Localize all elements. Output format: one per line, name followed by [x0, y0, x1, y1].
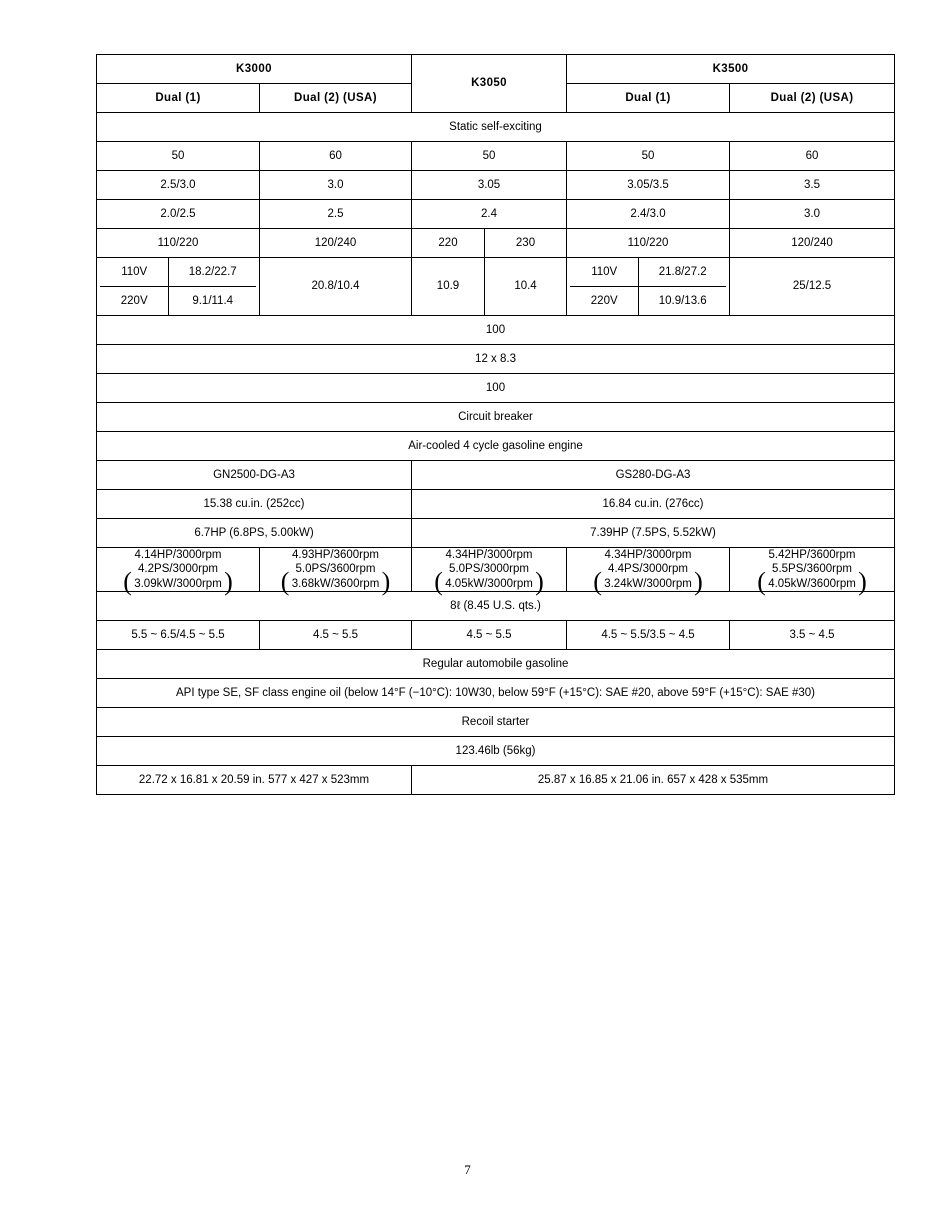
cell-fuel-consumption-k3500-dual2: 3.5 ~ 4.5 [730, 621, 895, 650]
rated-power-line1: 4.14HP/3000rpm [134, 549, 222, 561]
specification-sheet [96, 54, 894, 795]
rated-power-line2: 5.0PS/3000rpm [449, 563, 529, 576]
rated-power-line1: 4.93HP/3600rpm [292, 549, 379, 561]
cell-displacement-left: 15.38 cu.in. (252cc) [97, 490, 412, 519]
page-number: 7 [464, 1162, 471, 1177]
inner-split-k3000-dual1 [100, 258, 256, 315]
cell-insulation: 100 [97, 316, 895, 345]
table-row-max-output [97, 171, 895, 200]
left-paren-glyph: ( [280, 567, 290, 597]
header-k3500-dual2: Dual (2) (USA) [730, 84, 895, 113]
cell-max-output-k3000-dual2: 3.0 [260, 171, 412, 200]
cell-frequency-k3050: 50 [412, 142, 567, 171]
cell-frequency-k3000-dual1: 50 [97, 142, 260, 171]
cell-current-k3000-dual1 [97, 258, 260, 316]
header-k3500-dual1: Dual (1) [567, 84, 730, 113]
table-row-current [97, 258, 895, 316]
cell-engine-oil [97, 679, 895, 708]
rated-power-paren-group [593, 562, 703, 597]
table-row-rated-power [97, 548, 895, 592]
cell-rated-power-k3500-dual2 [730, 548, 895, 597]
table-row-insulation [97, 316, 895, 345]
cell-current-k3500-dual1 [567, 258, 730, 316]
cell-starting-system: Recoil starter [97, 708, 895, 737]
table-row-fuel-consumption [97, 621, 895, 650]
cell-dimensions-left [97, 766, 412, 795]
table-row-fuel-tank [97, 592, 895, 621]
right-paren-glyph: ) [224, 567, 233, 597]
value-220v-k3000: 9.1/11.4 [192, 294, 234, 307]
cell-fuel-consumption-k3050: 4.5 ~ 5.5 [412, 621, 567, 650]
cell-engine-model-right: GS280-DG-A3 [412, 461, 895, 490]
rated-power-line3: 4.05kW/3000rpm [445, 577, 533, 590]
rated-power-paren-group [434, 562, 544, 597]
specifications-table [96, 54, 895, 795]
inner-row-220v [570, 287, 726, 316]
cell-max-output-k3050: 3.05 [412, 171, 567, 200]
left-paren-glyph: ( [123, 567, 132, 597]
cell-fuel-type: Regular automobile gasoline [97, 650, 895, 679]
cell-max-power-left: 6.7HP (6.8PS, 5.00kW) [97, 519, 412, 548]
cell-rated-power-k3500-dual1 [567, 548, 730, 597]
table-row-dimensions [97, 766, 895, 795]
cell-voltage-k3500-dual1: 110/220 [567, 229, 730, 258]
rated-power-line1: 4.34HP/3000rpm [445, 549, 533, 561]
rated-power-line1: 5.42HP/3600rpm [768, 549, 856, 561]
cell-fuel-tank-capacity: 8ℓ (8.45 U.S. qts.) [97, 592, 895, 621]
label-220v-k3500: 220V [570, 287, 639, 316]
table-row-max-power [97, 519, 895, 548]
cell-voltage-k3000-dual1: 110/220 [97, 229, 260, 258]
inner-row-110v [100, 258, 256, 287]
cell-current-k3500-dual2: 25/12.5 [730, 258, 895, 316]
cell-duty: 100 [97, 374, 895, 403]
inner-row-110v [570, 258, 726, 287]
left-paren-glyph: ( [434, 567, 443, 597]
rated-power-paren-group [123, 562, 233, 597]
dimensions-left-inches: 22.72 x 16.81 x 20.59 in. [138, 773, 265, 786]
dimensions-left-mm: 577 x 427 x 523mm [268, 773, 370, 786]
cell-frequency-k3500-dual2: 60 [730, 142, 895, 171]
dimensions-right-inches: 25.87 x 16.85 x 21.06 in. [537, 773, 664, 786]
label-110v-k3500: 110V [570, 258, 639, 287]
cell-rated-power-k3050 [412, 548, 567, 597]
cell-current-k3050-a: 10.9 [412, 258, 485, 316]
inner-row-220v [100, 287, 256, 316]
engine-oil-line1: API type SE, SF class engine oil [176, 686, 341, 699]
rated-power-paren-group [280, 562, 391, 597]
table-row-displacement [97, 490, 895, 519]
right-paren-glyph: ) [858, 567, 867, 597]
header-k3000-dual1: Dual (1) [97, 84, 260, 113]
rated-power-line1: 4.34HP/3000rpm [604, 549, 692, 561]
table-row-brush-size [97, 345, 895, 374]
cell-current-k3050-b: 10.4 [485, 258, 567, 316]
dimensions-right-mm: 657 x 428 x 535mm [667, 773, 769, 786]
cell-engine-type: Air-cooled 4 cycle gasoline engine [97, 432, 895, 461]
table-row-starting-system [97, 708, 895, 737]
header-model-k3500: K3500 [567, 55, 895, 84]
cell-max-power-right: 7.39HP (7.5PS, 5.52kW) [412, 519, 895, 548]
cell-fuel-consumption-k3000-dual1: 5.5 ~ 6.5/4.5 ~ 5.5 [97, 621, 260, 650]
cell-fuel-consumption-k3500-dual1: 4.5 ~ 5.5/3.5 ~ 4.5 [567, 621, 730, 650]
value-110v-k3500: 21.8/27.2 [639, 258, 726, 287]
cell-current-k3000-dual2: 20.8/10.4 [260, 258, 412, 316]
table-row-protector [97, 403, 895, 432]
cell-rated-output-k3050: 2.4 [412, 200, 567, 229]
table-row-frequency [97, 142, 895, 171]
header-model-k3000: K3000 [97, 55, 412, 84]
cell-fuel-consumption-k3000-dual2: 4.5 ~ 5.5 [260, 621, 412, 650]
header-model-k3050: K3050 [412, 55, 567, 113]
cell-rated-output-k3000-dual1: 2.0/2.5 [97, 200, 260, 229]
engine-oil-line2: (below 14°F (−10°C): 10W30, below 59°F (+15°C): SAE #20, above 59°F (+15°C): SAE #30) [344, 686, 816, 699]
cell-frequency-k3000-dual2: 60 [260, 142, 412, 171]
table-row-dry-weight [97, 737, 895, 766]
cell-rated-power-k3000-dual2 [260, 548, 412, 597]
cell-displacement-right: 16.84 cu.in. (276cc) [412, 490, 895, 519]
cell-max-output-k3500-dual1: 3.05/3.5 [567, 171, 730, 200]
cell-rated-power-k3000-dual1 [97, 548, 260, 597]
cell-voltage-k3500-dual2: 120/240 [730, 229, 895, 258]
cell-rated-output-k3000-dual2: 2.5 [260, 200, 412, 229]
cell-frequency-k3500-dual1: 50 [567, 142, 730, 171]
cell-excitation: Static self-exciting [97, 113, 895, 142]
cell-rated-output-k3500-dual1: 2.4/3.0 [567, 200, 730, 229]
table-row-engine-type [97, 432, 895, 461]
cell-voltage-k3050-a: 220 [412, 229, 485, 258]
value-220v-k3500: 10.9/13.6 [658, 294, 707, 307]
cell-max-output-k3500-dual2: 3.5 [730, 171, 895, 200]
table-row-excitation [97, 113, 895, 142]
cell-voltage-k3000-dual2: 120/240 [260, 229, 412, 258]
right-paren-glyph: ) [694, 567, 703, 597]
rated-power-line2: 5.0PS/3600rpm [295, 563, 376, 576]
table-row-fuel-type [97, 650, 895, 679]
cell-dimensions-right [412, 766, 895, 795]
cell-max-output-k3000-dual1: 2.5/3.0 [97, 171, 260, 200]
left-paren-glyph: ( [593, 567, 602, 597]
cell-brush-size: 12 x 8.3 [97, 345, 895, 374]
table-row-voltage [97, 229, 895, 258]
rated-power-line2: 5.5PS/3600rpm [772, 563, 852, 576]
cell-engine-model-left: GN2500-DG-A3 [97, 461, 412, 490]
rated-power-line2: 4.2PS/3000rpm [138, 563, 218, 576]
right-paren-glyph: ) [381, 567, 391, 597]
label-110v-k3000: 110V [100, 258, 169, 287]
cell-voltage-k3050-b: 230 [485, 229, 567, 258]
table-row-duty [97, 374, 895, 403]
rated-power-line3: 3.09kW/3000rpm [134, 577, 222, 590]
rated-power-line3: 3.24kW/3000rpm [604, 577, 692, 590]
table-row-engine-oil [97, 679, 895, 708]
rated-power-line3: 4.05kW/3600rpm [768, 577, 856, 590]
rated-power-line3: 3.68kW/3600rpm [291, 577, 380, 590]
value-110v-k3000: 18.2/22.7 [169, 258, 256, 287]
cell-protector: Circuit breaker [97, 403, 895, 432]
rated-power-line2: 4.4PS/3000rpm [608, 563, 688, 576]
left-paren-glyph: ( [757, 567, 766, 597]
cell-rated-output-k3500-dual2: 3.0 [730, 200, 895, 229]
cell-dry-weight: 123.46lb (56kg) [97, 737, 895, 766]
table-row-engine-model [97, 461, 895, 490]
label-220v-k3000: 220V [100, 287, 169, 316]
inner-split-k3500-dual1 [570, 258, 726, 315]
rated-power-paren-group [757, 562, 867, 597]
table-row-header-models [97, 55, 895, 84]
right-paren-glyph: ) [535, 567, 544, 597]
table-row-rated-output [97, 200, 895, 229]
header-k3000-dual2: Dual (2) (USA) [260, 84, 412, 113]
